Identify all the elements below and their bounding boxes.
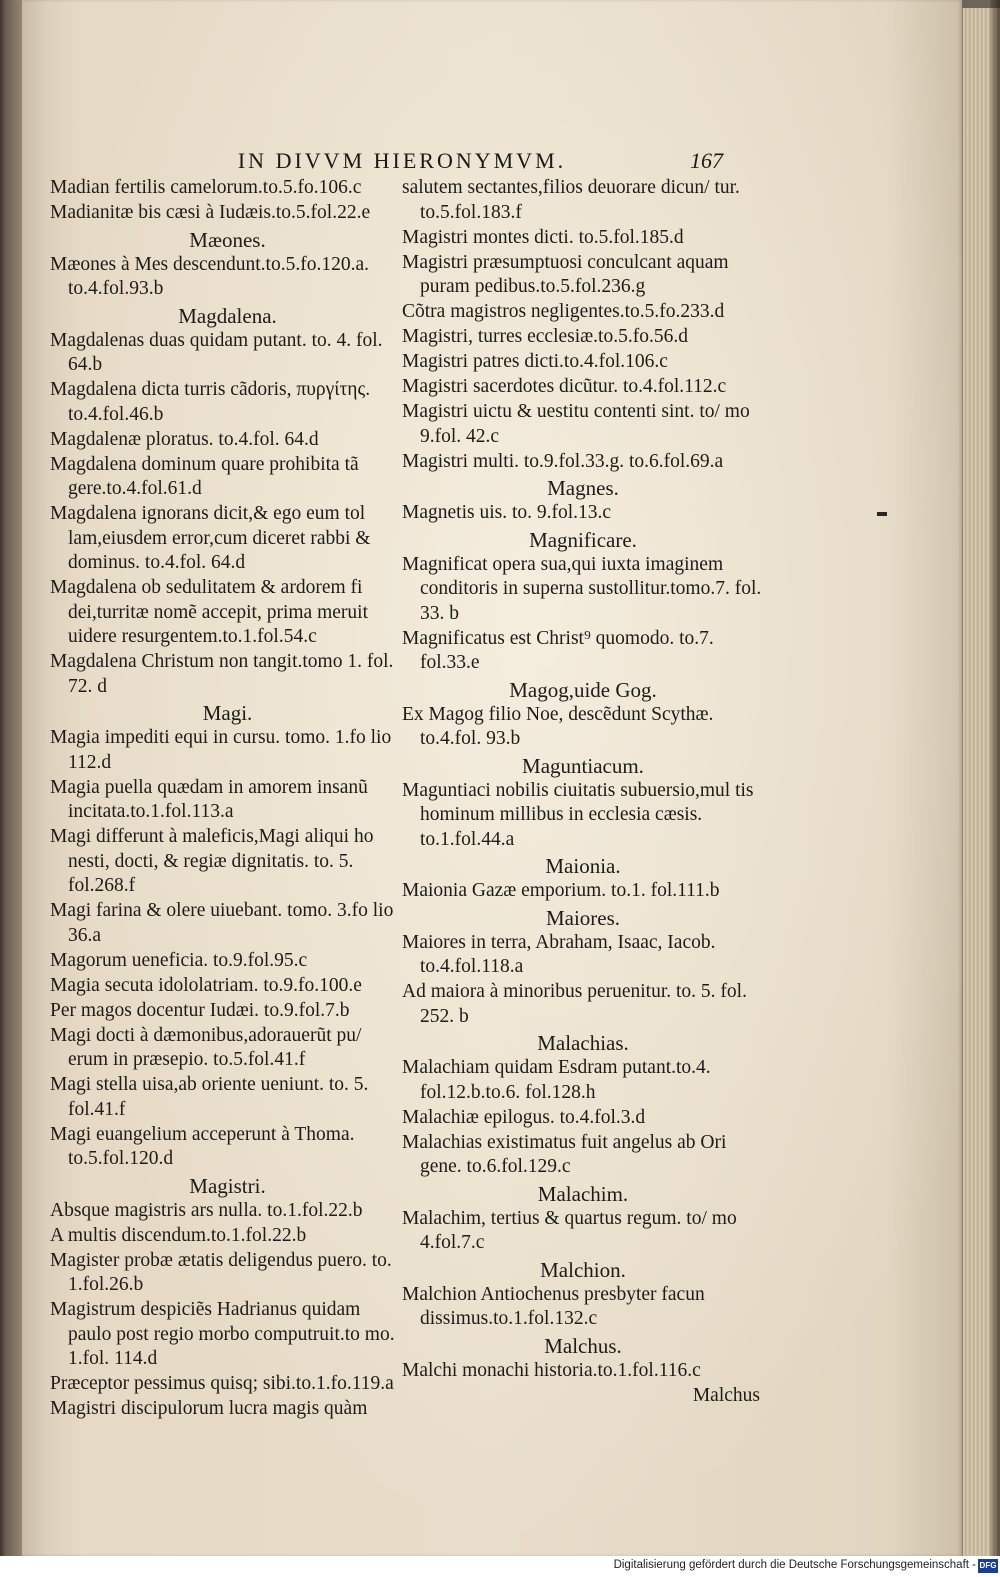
index-entry: Ex Magog filio Noe, descẽdunt Scythæ. to.4.fol. 93.b (402, 703, 714, 749)
index-entry: Malachim, tertius & quartus regum. to/ mo 4.fol.7.c (402, 1207, 737, 1253)
index-heading: Malachim. (537, 1181, 629, 1206)
index-entry: Magi stella uisa,ab oriente ueniunt. to. 5. fol.41.f (50, 1074, 369, 1120)
index-entry: Magdalena ignorans dicit,& ego eum tol lam,eiusdem error,cum diceret rabbi & dominus. to.4.fol. 64.d (50, 503, 371, 573)
dfg-logo-icon: DFG (978, 1559, 998, 1573)
index-entry: Magistrum despiciẽs Hadrianus quidam paulo post regio morbo computruit.to mo. 1.fol. 114.d (50, 1299, 395, 1369)
index-entry: Madian fertilis camelorum.to.5.fo.106.c (50, 177, 362, 198)
index-entry: Magistri uictu & uestitu contenti sint. to/ mo 9.fol. 42.c (402, 401, 750, 447)
index-entry: salutem sectantes,filios deuorare dicun/ tur. to.5.fol.183.f (402, 177, 740, 223)
index-entry: Magistri, turres ecclesiæ.to.5.fo.56.d (402, 326, 688, 347)
index-entry: Malachias existimatus fuit angelus ab Ori gene. to.6.fol.129.c (402, 1131, 727, 1177)
index-heading: Malachias. (537, 1031, 629, 1055)
index-entry: Magnificatus est Christ⁹ quomodo. to.7. fol.33.e (402, 627, 714, 673)
index-heading: Maguntiacum. (522, 753, 644, 778)
index-entry: Magdalena ob sedulitatem & ardorem fi dei,turritæ nomẽ accepit, prima meruit uidere resurgentem.to.1.fol.54.c (50, 577, 368, 647)
index-entry: Magistri patres dicti.to.4.fol.106.c (402, 351, 668, 372)
index-entry: Magister probæ ætatis deligendus puero. to. 1.fol.26.b (50, 1249, 392, 1295)
index-entry: Maguntiaci nobilis ciuitatis subuersio,mul tis hominum millibus in ecclesia cæsis. to.1.fol.44.a (402, 779, 754, 850)
index-entry: Magdalenæ ploratus. to.4.fol. 64.d (50, 428, 319, 450)
index-column-right (402, 176, 764, 1408)
index-heading: Malchion. (540, 1257, 626, 1282)
index-entry: Madianitæ bis cæsi à Iudæis.to.5.fol.22.e (50, 202, 371, 223)
index-entry: Mæones à Mes descendunt.to.5.fo.120.a. to.4.fol.93.b (50, 253, 369, 299)
index-entry: Maionia Gazæ emporium. to.1. fol.111.b (402, 880, 720, 901)
index-heading: Magdalena. (178, 303, 277, 328)
index-entry: Magistri montes dicti. to.5.fol.185.d (402, 226, 684, 248)
index-entry: Magistri præsumptuosi conculcant aquam puram pedibus.to.5.fol.236.g (402, 251, 729, 297)
index-column-left (50, 176, 405, 1422)
index-heading: Magnificare. (529, 527, 637, 552)
index-entry: Magia impediti equi in cursu. tomo. 1.fo lio 112.d (50, 727, 392, 773)
index-entry: Magia secuta idololatriam. to.9.fo.100.e (50, 974, 362, 996)
index-heading: Malchus. (544, 1333, 622, 1358)
catchword: Malchus (692, 1384, 760, 1406)
index-entry: Magdalena dicta turris cãdoris, πυργίτης. to.4.fol.46.b (50, 379, 371, 425)
index-entry: Ad maiora à minoribus peruenitur. to. 5. fol. 252. b (402, 981, 747, 1027)
index-entry: Magdalena dominum quare prohibita tã gere.to.4.fol.61.d (50, 453, 359, 499)
index-entry: Per magos docentur Iudæi. to.9.fol.7.b (50, 999, 350, 1021)
edge-shadow (990, 0, 1000, 1556)
ink-mark (877, 512, 887, 516)
index-entry: Maiores in terra, Abraham, Isaac, Iacob. to.4.fol.118.a (402, 931, 716, 977)
index-entry: Malchion Antiochenus presbyter facun dissimus.to.1.fol.132.c (402, 1283, 705, 1329)
index-entry: Magi euangelium acceperunt à Thoma. to.5.fol.120.d (50, 1123, 355, 1169)
index-entry: Magia puella quædam in amorem insanũ incitata.to.1.fol.113.a (50, 776, 368, 822)
index-entry: Magdalena Christum non tangit.tomo 1. fol. 72. d (50, 651, 394, 697)
index-entry: Præceptor pessimus quisq; sibi.to.1.fo.119.a (50, 1373, 394, 1394)
book-page (22, 0, 962, 1556)
index-entry: Magi differunt à maleficis,Magi aliqui ho nesti, docti, & regiæ dignitatis. to. 5. fol.268.f (50, 826, 374, 896)
index-entry: Cõtra magistros negligentes.to.5.fo.233.d (402, 301, 725, 322)
index-heading: Magog,uide Gog. (509, 677, 657, 702)
index-entry: Magistri multi. to.9.fol.33.g. to.6.fol.69.a (402, 450, 724, 472)
running-title: IN DIVVM HIERONYMVM. (237, 148, 567, 173)
index-heading: Magistri. (189, 1173, 266, 1198)
index-entry: Magistri discipulorum lucra magis quàm (50, 1398, 368, 1419)
page-number: 167 (690, 148, 723, 173)
index-heading: Magnes. (547, 476, 619, 500)
index-entry: Magnificat opera sua,qui iuxta imaginem conditoris in superna sustollitur.tomo.7. fol. 33. b (402, 553, 762, 624)
index-entry: Malachiam quidam Esdram putant.to.4. fol.12.b.to.6. fol.128.h (402, 1057, 711, 1103)
index-entry: Malachiæ epilogus. to.4.fol.3.d (402, 1106, 646, 1128)
index-entry: Malchi monachi historia.to.1.fol.116.c (402, 1359, 701, 1381)
index-heading: Magi. (202, 701, 253, 725)
index-entry: Absque magistris ars nulla. to.1.fol.22.b (50, 1199, 363, 1221)
index-entry: Magorum ueneficia. to.9.fol.95.c (50, 949, 308, 971)
index-heading: Maionia. (545, 854, 621, 878)
index-entry: Magi farina & olere uiuebant. tomo. 3.fo lio 36.a (50, 900, 394, 946)
index-entry: Magi docti à dæmonibus,adorauerũt pu/ erum in præsepio. to.5.fol.41.f (50, 1024, 362, 1070)
digitization-footer (0, 1556, 1000, 1577)
funding-notice: Digitalisierung gefördert durch die Deutsche Forschungsgemeinschaft - (613, 1559, 976, 1571)
index-entry: Magdalenas duas quidam putant. to. 4. fol. 64.b (50, 329, 383, 375)
index-entry: Magistri sacerdotes dicũtur. to.4.fol.112.c (402, 376, 727, 397)
index-entry: Magnetis uis. to. 9.fol.13.c (402, 502, 612, 523)
index-heading: Maiores. (545, 905, 621, 930)
page-header (22, 148, 962, 178)
index-heading: Mæones. (189, 227, 266, 252)
index-entry: A multis discendum.to.1.fol.22.b (50, 1224, 307, 1246)
